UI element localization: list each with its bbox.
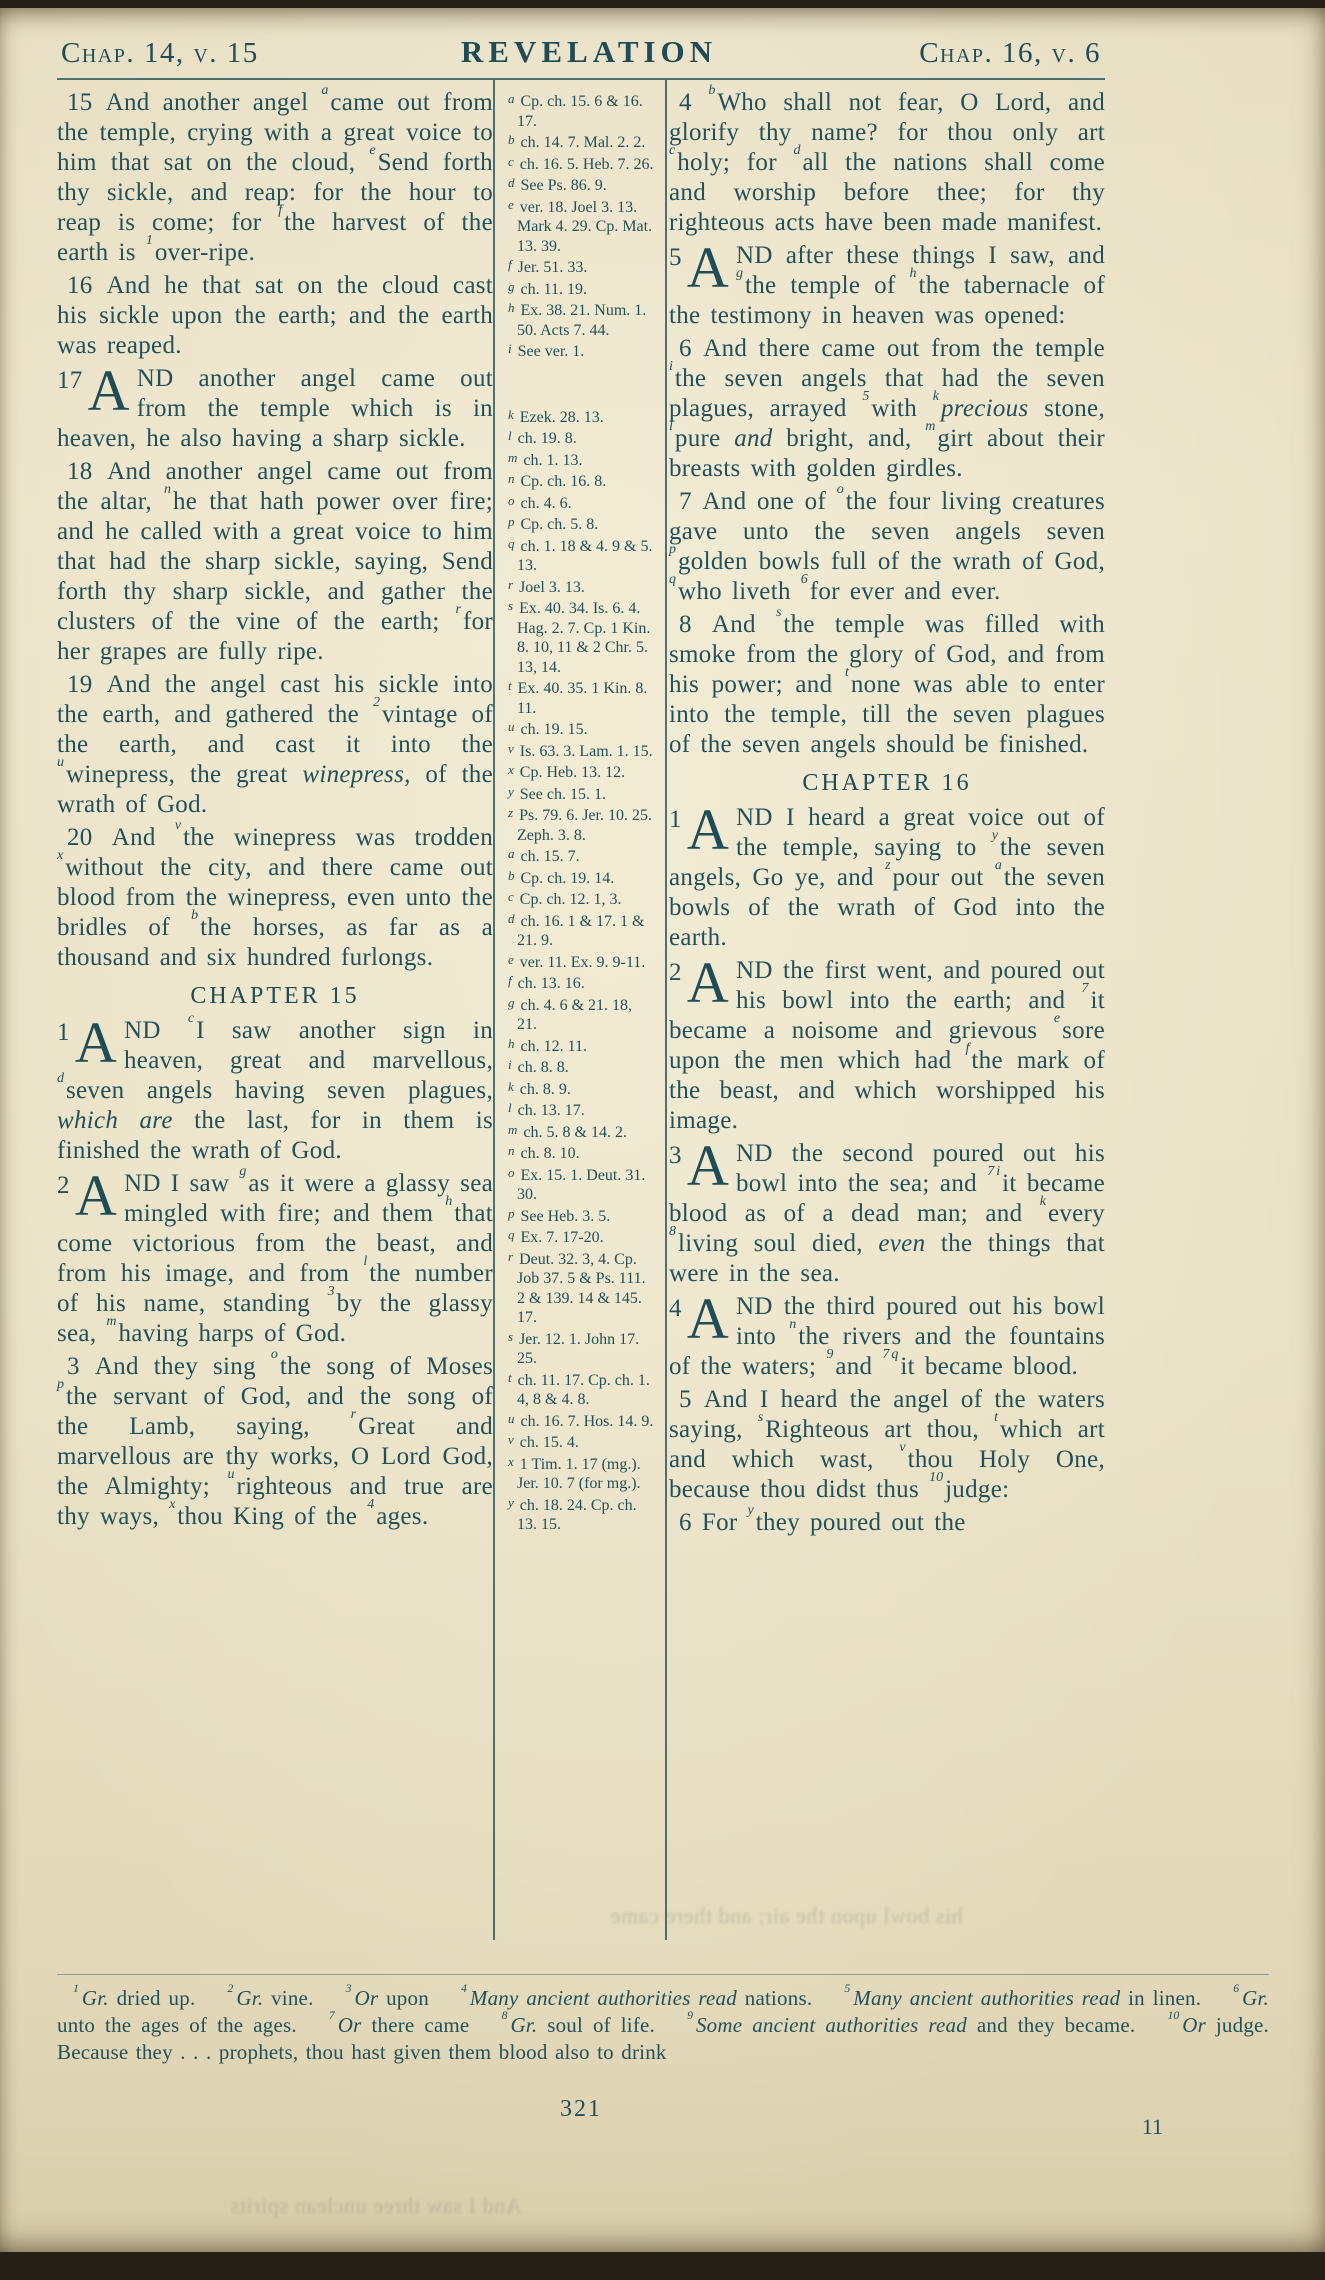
- italic-text: Many ancient authorities read: [469, 1986, 737, 2010]
- cross-reference: a Cp. ch. 15. 6 & 16. 17.: [508, 91, 643, 130]
- drop-cap: [669, 235, 729, 300]
- cross-reference: l ch. 19. 8.: [508, 428, 577, 447]
- footnote: $^9$ Some ancient authorities read and they became.: [687, 2009, 1136, 2037]
- verse-paragraph: 17 A ND another angel came out from the temple which is in heaven, he also having a sharp sickle.: [57, 358, 493, 452]
- cross-reference: u ch. 19. 15.: [508, 719, 588, 738]
- verse-number: 5: [679, 1386, 704, 1413]
- cross-reference: l ch. 13. 17.: [508, 1100, 585, 1119]
- reference-letter: s: [508, 598, 514, 613]
- drop-cap-letter: A: [686, 235, 729, 300]
- reference-mark: k: [1039, 1193, 1046, 1209]
- reference-letter: d: [508, 175, 515, 190]
- reference-mark: a: [994, 857, 1002, 873]
- cross-reference: z Ps. 79. 6. Jer. 10. 25. Zeph. 3. 8.: [508, 805, 652, 844]
- reference-mark: l: [669, 418, 673, 434]
- reference-mark: 8: [669, 1223, 676, 1239]
- verse-number: 1: [57, 1019, 70, 1046]
- cross-reference: d ch. 16. 1 & 17. 1 & 21. 9.: [508, 910, 645, 949]
- cross-reference: k ch. 8. 9.: [508, 1078, 571, 1098]
- verse-paragraph: 3 And they sing $^o$the song of Moses $^p$the servant of God, and the song of the Lamb, saying, $^r$Great and marvellous are thy works, O Lord God, the Almighty; $^u$righteous and true are thy ways, $^x$thou King of the $^4$ages.: [57, 1346, 493, 1530]
- reference-letter: k: [508, 1078, 514, 1094]
- verse-paragraph: 7 And one of $^o$the four living creatures gave unto the seven angels seven $^p$golden bowls full of the wrath of God, $^q$who liveth $^6$for ever and ever.: [669, 481, 1105, 605]
- verse-number: 2: [669, 959, 682, 986]
- reference-mark: x: [57, 847, 64, 863]
- reference-mark: z: [885, 857, 891, 873]
- cross-reference: e ver. 11. Ex. 9. 9-11.: [508, 951, 646, 971]
- reference-mark: m: [925, 418, 936, 434]
- footnote: $^8$ Gr. soul of life.: [501, 2009, 655, 2037]
- verse-number: 20: [67, 824, 112, 851]
- italic-text: Or: [1182, 2013, 1206, 2037]
- reference-letter: r: [508, 576, 514, 592]
- cross-reference: i See ver. 1.: [508, 341, 585, 360]
- footnote: $^6$ Gr. unto the ages of the ages.: [57, 1982, 1270, 2037]
- reference-mark: p: [57, 1376, 64, 1392]
- text-columns: [57, 80, 1105, 1940]
- reference-letter: a: [508, 91, 515, 106]
- reference-letter: b: [508, 867, 515, 883]
- italic-text: Gr.: [81, 1986, 109, 2010]
- footnote: $^4$ Many ancient authorities read nations.: [461, 1982, 813, 2010]
- italic-text: Some ancient authorities read: [695, 2013, 967, 2037]
- verse-paragraph: 6 For $^y$they poured out the: [679, 1502, 966, 1536]
- reference-mark: v: [174, 817, 182, 833]
- reference-letter: p: [508, 514, 515, 529]
- italic-text: and: [734, 425, 773, 452]
- reference-letter: r: [508, 1248, 514, 1264]
- cross-reference-column: [493, 80, 667, 1940]
- reference-letter: i: [508, 341, 512, 356]
- reference-letter: t: [508, 1369, 512, 1385]
- book-title: REVELATION: [460, 34, 718, 69]
- reference-mark: s: [775, 604, 782, 620]
- reference-mark: k: [932, 388, 939, 404]
- reference-letter: h: [508, 1035, 515, 1051]
- reference-mark: p: [669, 541, 676, 557]
- verse-paragraph: 5 A ND after these things I saw, and $^g$the temple of $^h$the tabernacle of the testimony in heaven was opened:: [669, 235, 1105, 329]
- reference-mark: o: [270, 1346, 278, 1362]
- cross-reference: i ch. 8. 8.: [508, 1057, 569, 1076]
- verse-paragraph: 15 And another angel $^a$came out from the temple, crying with a great voice to him that sat on the cloud, $^e$Send forth thy sickle, and reap: for the hour to reap is come; for $^f$the harvest of the earth is $^1$over-ripe.: [57, 82, 493, 266]
- running-head-right: Chap. 16, v. 6: [919, 37, 1101, 69]
- signature-mark: 11: [1141, 2114, 1163, 2139]
- verse-paragraph: 4 A ND the third poured out his bowl into $^n$the rivers and the fountains of the waters; $^9$and $^7$ $^q$it became blood.: [669, 1286, 1105, 1380]
- cross-reference: d See Ps. 86. 9.: [508, 175, 607, 194]
- reference-letter: x: [508, 762, 514, 777]
- verse-number: 17: [57, 367, 83, 394]
- reference-mark: c: [187, 1010, 195, 1026]
- running-head: [57, 34, 1105, 70]
- running-head-left: Chap. 14, v. 15: [61, 37, 259, 69]
- verse-paragraph: 16 And he that sat on the cloud cast his sickle upon the earth; and the earth was reaped.: [57, 272, 494, 359]
- reference-mark: 10: [929, 1469, 944, 1485]
- reference-mark: y: [991, 827, 998, 843]
- reference-letter: g: [508, 278, 515, 294]
- verse-number: 6: [679, 1509, 702, 1536]
- cross-reference: h Ex. 38. 21. Num. 1. 50. Acts 7. 44.: [508, 300, 647, 339]
- verse-paragraph: 6 And there came out from the temple $^i$the seven angels that had the seven plagues, arrayed $^5$with $^k$precious stone, $^l$pure and bright, and, $^m$girt about their breasts with golden girdles.: [669, 335, 1106, 482]
- reference-gap: [508, 364, 656, 408]
- italic-text: winepress,: [302, 761, 411, 788]
- reference-mark: o: [836, 481, 844, 497]
- reference-mark: e: [369, 142, 376, 158]
- footnote-number: 1: [73, 1982, 79, 1996]
- footnote-number: 7: [328, 2009, 335, 2023]
- reference-mark: i: [996, 1163, 1001, 1179]
- reference-letter: c: [508, 889, 514, 904]
- cross-reference: h ch. 12. 11.: [508, 1035, 588, 1055]
- reference-mark: f: [965, 1040, 970, 1056]
- chapter-heading: CHAPTER 15: [190, 983, 360, 1009]
- italic-text: Gr.: [510, 2013, 538, 2037]
- cross-reference: y See ch. 15. 1.: [508, 783, 606, 803]
- reference-mark: m: [106, 1313, 117, 1329]
- cross-reference: p Cp. ch. 5. 8.: [508, 514, 599, 533]
- reference-mark: 5: [862, 388, 870, 404]
- reference-letter: n: [508, 471, 515, 486]
- reference-mark: 3: [327, 1283, 335, 1299]
- footnote-number: 3: [345, 1982, 352, 1996]
- cross-reference: t Ex. 40. 35. 1 Kin. 8. 11.: [508, 678, 648, 717]
- footnotes-block: [57, 1974, 1269, 2066]
- cross-reference: s Ex. 40. 34. Is. 6. 4. Hag. 2. 7. Cp. 1 Kin. 8. 10, 11 & 2 Chr. 5. 13, 14.: [508, 598, 651, 676]
- cross-reference: a ch. 15. 7.: [508, 846, 580, 865]
- cross-reference: r Joel 3. 13.: [508, 576, 585, 596]
- cross-reference: v Is. 63. 3. Lam. 1. 15.: [508, 740, 653, 760]
- verse-number: 7: [679, 488, 703, 515]
- footnote-number: 9: [687, 2009, 693, 2023]
- reference-letter: v: [508, 740, 514, 756]
- reference-letter: t: [508, 678, 512, 693]
- reference-letter: e: [508, 196, 514, 212]
- cross-reference: f Jer. 51. 33.: [508, 257, 588, 276]
- reference-mark: g: [736, 265, 743, 281]
- reference-mark: b: [191, 907, 199, 923]
- page-number: 321: [560, 2096, 602, 2122]
- bleed-through-text: And I saw three unclean spirits: [230, 2193, 522, 2218]
- reference-letter: h: [508, 300, 515, 315]
- right-text-column: [667, 80, 1105, 1940]
- reference-mark: t: [844, 664, 849, 680]
- footnote-number: 6: [1233, 1982, 1240, 1996]
- italic-text: precious: [940, 395, 1029, 422]
- cross-reference: u ch. 16. 7. Hos. 14. 9.: [508, 1410, 654, 1430]
- cross-reference: x 1 Tim. 1. 17 (mg.). Jer. 10. 7 (for mg.).: [508, 1453, 641, 1492]
- footnote-number: 5: [844, 1982, 851, 1996]
- reference-letter: u: [508, 1410, 515, 1426]
- reference-letter: l: [508, 1100, 512, 1115]
- drop-cap: [57, 1163, 117, 1228]
- reference-letter: y: [508, 783, 514, 799]
- footnote-number: 10: [1167, 2009, 1180, 2023]
- cross-reference: b Cp. ch. 19. 14.: [508, 867, 615, 887]
- reference-letter: o: [508, 492, 515, 508]
- cross-reference: r Deut. 32. 3, 4. Cp. Job 37. 5 & Ps. 111. 2 & 139. 14 & 145. 17.: [508, 1248, 646, 1326]
- italic-text: Many ancient authorities read: [853, 1986, 1121, 2010]
- reference-letter: q: [508, 1227, 515, 1242]
- verse-number: 15: [67, 89, 106, 116]
- reference-mark: n: [789, 1316, 797, 1332]
- reference-mark: d: [793, 142, 801, 158]
- cross-reference: f ch. 13. 16.: [508, 973, 585, 992]
- drop-cap: [669, 1286, 729, 1351]
- reference-letter: m: [508, 449, 518, 465]
- verse-number: 19: [67, 671, 107, 698]
- reference-mark: r: [350, 1406, 357, 1422]
- reference-letter: c: [508, 153, 514, 169]
- reference-letter: d: [508, 910, 515, 926]
- reference-mark: y: [747, 1502, 754, 1518]
- drop-cap: [669, 1133, 729, 1198]
- cross-reference: g ch. 11. 19.: [508, 278, 588, 298]
- reference-mark: h: [909, 265, 917, 281]
- reference-mark: x: [169, 1496, 176, 1512]
- reference-mark: 7: [1081, 980, 1089, 996]
- verse-paragraph: 20 And $^v$the winepress was trodden $^x$without the city, and there came out blood from the winepress, even unto the bridles of $^b$the horses, as far as a thousand and six hundred furlongs.: [57, 817, 493, 971]
- cross-reference: v ch. 15. 4.: [508, 1432, 579, 1451]
- reference-letter: e: [508, 951, 514, 967]
- drop-cap: [57, 358, 130, 423]
- verse-number: 2: [57, 1172, 70, 1199]
- cross-reference: y ch. 18. 24. Cp. ch. 13. 15.: [508, 1494, 637, 1533]
- cross-reference: o Ex. 15. 1. Deut. 31. 30.: [508, 1164, 646, 1203]
- cross-reference: q Ex. 7. 17-20.: [508, 1227, 604, 1246]
- footnote-number: 4: [461, 1982, 467, 1996]
- verse-paragraph: 3 A ND the second poured out his bowl into the sea; and $^7$ $^i$it became blood as of a dead man; and $^k$every $^8$living soul died, even the things that were in the sea.: [669, 1133, 1105, 1287]
- reference-mark: q: [669, 571, 676, 587]
- verse-paragraph: 4 $^b$Who shall not fear, O Lord, and glorify thy name? for thou only art $^c$holy; for $^d$all the nations shall come and worship before thee; for thy righteous acts have been made manifest.: [669, 82, 1106, 236]
- verse-number: 6: [679, 335, 704, 362]
- footnote: $^1$ Gr. dried up.: [73, 1982, 196, 2010]
- cross-reference: n ch. 8. 10.: [508, 1143, 580, 1162]
- reference-mark: r: [455, 601, 461, 617]
- cross-reference: g ch. 4. 6 & 21. 18, 21.: [508, 994, 633, 1033]
- reference-letter: k: [508, 406, 514, 422]
- footnote: $^3$ Or upon: [345, 1982, 429, 2010]
- reference-mark: n: [163, 481, 171, 497]
- cross-reference: b ch. 14. 7. Mal. 2. 2.: [508, 132, 646, 151]
- reference-letter: l: [508, 428, 512, 443]
- chapter-heading: CHAPTER 16: [802, 770, 972, 796]
- reference-letter: b: [508, 132, 515, 147]
- reference-letter: q: [508, 535, 515, 551]
- cross-reference: c Cp. ch. 12. 1, 3.: [508, 889, 622, 908]
- verse-paragraph: 5 And I heard the angel of the waters saying, $^s$Righteous art thou, $^t$which art and which wast, $^v$thou Holy One, because thou didst thus $^{10}$judge:: [669, 1386, 1106, 1503]
- reference-mark: 4: [367, 1496, 375, 1512]
- book-page: [0, 8, 1325, 2252]
- reference-mark: 7: [987, 1163, 995, 1179]
- italic-text: Gr.: [1242, 1986, 1270, 2010]
- verse-number: 5: [669, 244, 682, 271]
- footnote: $^5$ Many ancient authorities read in linen.: [844, 1982, 1202, 2010]
- verse-paragraph: 18 And another angel came out from the altar, $^n$he that hath power over fire; and he called with a great voice to him that had the sharp sickle, saying, Send forth thy sharp sickle, and gather the clusters of the vine of the earth; $^r$for her grapes are fully ripe.: [57, 458, 494, 665]
- drop-cap: [669, 797, 729, 862]
- cross-reference: t ch. 11. 17. Cp. ch. 1. 4, 8 & 4. 8.: [508, 1369, 650, 1408]
- reference-letter: m: [508, 1121, 518, 1137]
- reference-letter: i: [508, 1057, 512, 1072]
- reference-letter: f: [508, 973, 512, 988]
- reference-letter: u: [508, 719, 515, 734]
- italic-text: which are: [57, 1107, 173, 1134]
- reference-mark: d: [57, 1070, 64, 1086]
- cross-reference: o ch. 4. 6.: [508, 492, 572, 512]
- cross-reference: q ch. 1. 18 & 4. 9 & 5. 13.: [508, 535, 653, 574]
- cross-reference: p See Heb. 3. 5.: [508, 1205, 611, 1225]
- cross-reference: c ch. 16. 5. Heb. 7. 26.: [508, 153, 654, 173]
- footnote-number: 2: [227, 1982, 234, 1996]
- reference-mark: g: [239, 1163, 247, 1179]
- verse-number: 8: [679, 611, 712, 638]
- cross-reference: k Ezek. 28. 13.: [508, 406, 604, 426]
- drop-cap-letter: A: [74, 1010, 117, 1075]
- drop-cap-letter: A: [87, 358, 130, 423]
- reference-letter: z: [508, 805, 514, 820]
- reference-letter: v: [508, 1432, 514, 1447]
- reference-letter: s: [508, 1328, 514, 1344]
- reference-letter: o: [508, 1164, 515, 1180]
- cross-reference: m ch. 1. 13.: [508, 449, 583, 469]
- reference-mark: i: [669, 358, 673, 374]
- verse-paragraph: 19 And the angel cast his sickle into the earth, and gathered the $^2$vintage of the earth, and cast it into the $^u$winepress, the great winepress, of the wrath of God.: [57, 671, 494, 818]
- reference-mark: q: [891, 1346, 899, 1362]
- reference-mark: 6: [800, 571, 808, 587]
- reference-mark: 7: [882, 1346, 890, 1362]
- verse-number: 1: [669, 806, 682, 833]
- italic-text: even: [878, 1230, 926, 1257]
- reference-mark: e: [1053, 1010, 1061, 1026]
- footnote: $^{10}$ Or judge. Because they . . . prophets, thou hast given them blood also to drink: [57, 2009, 1269, 2064]
- drop-cap: [669, 950, 729, 1015]
- reference-letter: f: [508, 257, 512, 272]
- drop-cap-letter: A: [686, 1286, 729, 1351]
- page-footer: [57, 2096, 1163, 2139]
- left-text-column: [57, 80, 493, 1940]
- verse-number: 18: [67, 458, 108, 485]
- bleed-through-text: his bowl upon the air; and there came: [610, 1903, 963, 1928]
- reference-mark: v: [899, 1439, 906, 1455]
- cross-reference: x Cp. Heb. 13. 12.: [508, 762, 626, 781]
- verse-number: 3: [67, 1353, 95, 1380]
- reference-mark: h: [445, 1193, 453, 1209]
- reference-mark: s: [757, 1409, 764, 1425]
- italic-text: Gr.: [236, 1986, 264, 2010]
- reference-mark: f: [278, 202, 283, 218]
- verse-paragraph: 8 And $^s$the temple was filled with smoke from the glory of God, and from his power; and $^t$none was able to enter into the temple, till the seven plagues of the seven angels should be finished.: [669, 604, 1105, 758]
- verse-paragraph: 1 A ND $^c$I saw another sign in heaven, great and marvellous, $^d$seven angels having seven plagues, which are the last, for in them is finished the wrath of God.: [57, 1010, 493, 1164]
- drop-cap: [57, 1010, 117, 1075]
- reference-letter: p: [508, 1205, 515, 1221]
- verse-number: 4: [679, 89, 709, 116]
- reference-mark: a: [321, 82, 329, 98]
- reference-mark: u: [227, 1466, 235, 1482]
- italic-text: Or: [337, 2013, 362, 2037]
- verse-paragraph: 1 A ND I heard a great voice out of the temple, saying to $^y$the seven angels, Go ye, and $^z$pour out $^a$the seven bowls of the wrath of God into the earth.: [669, 797, 1105, 951]
- page-content: [0, 8, 1110, 1940]
- drop-cap-letter: A: [686, 1133, 729, 1198]
- verse-number: 4: [669, 1295, 682, 1322]
- reference-mark: t: [994, 1409, 999, 1425]
- reference-letter: n: [508, 1143, 515, 1158]
- reference-letter: x: [508, 1453, 514, 1469]
- drop-cap-letter: A: [686, 797, 729, 862]
- verse-number: 3: [669, 1142, 682, 1169]
- verse-number: 16: [67, 272, 107, 299]
- reference-mark: 1: [145, 232, 153, 248]
- reference-letter: a: [508, 846, 515, 861]
- reference-mark: u: [57, 754, 64, 770]
- italic-text: Or: [354, 1986, 379, 2010]
- reference-letter: y: [508, 1494, 514, 1510]
- reference-mark: c: [669, 142, 676, 158]
- reference-letter: g: [508, 994, 515, 1010]
- drop-cap-letter: A: [686, 950, 729, 1015]
- cross-reference: e ver. 18. Joel 3. 13. Mark 4. 29. Cp. Mat. 13. 39.: [508, 196, 653, 255]
- verse-paragraph: 2 A ND I saw $^g$as it were a glassy sea mingled with fire; and them $^h$that come victorious from the beast, and from his image, and from $^l$the number of his name, standing $^3$by the glassy sea, $^m$having harps of God.: [57, 1163, 493, 1347]
- cross-reference: s Jer. 12. 1. John 17. 25.: [508, 1328, 640, 1367]
- drop-cap-letter: A: [74, 1163, 117, 1228]
- reference-mark: b: [708, 82, 716, 98]
- verse-paragraph: 2 A ND the first went, and poured out his bowl into the earth; and $^7$it became a noisome and grievous $^e$sore upon the men which had $^f$the mark of the beast, and which worshipped his image.: [669, 950, 1105, 1134]
- reference-mark: 9: [826, 1346, 834, 1362]
- reference-mark: l: [363, 1253, 368, 1269]
- cross-reference: m ch. 5. 8 & 14. 2.: [508, 1121, 627, 1141]
- footnote-number: 8: [501, 2009, 508, 2023]
- cross-reference: n Cp. ch. 16. 8.: [508, 471, 607, 490]
- footnote: $^2$ Gr. vine.: [227, 1982, 314, 2010]
- footnote: $^7$ Or there came: [328, 2009, 470, 2037]
- reference-mark: 2: [372, 694, 380, 710]
